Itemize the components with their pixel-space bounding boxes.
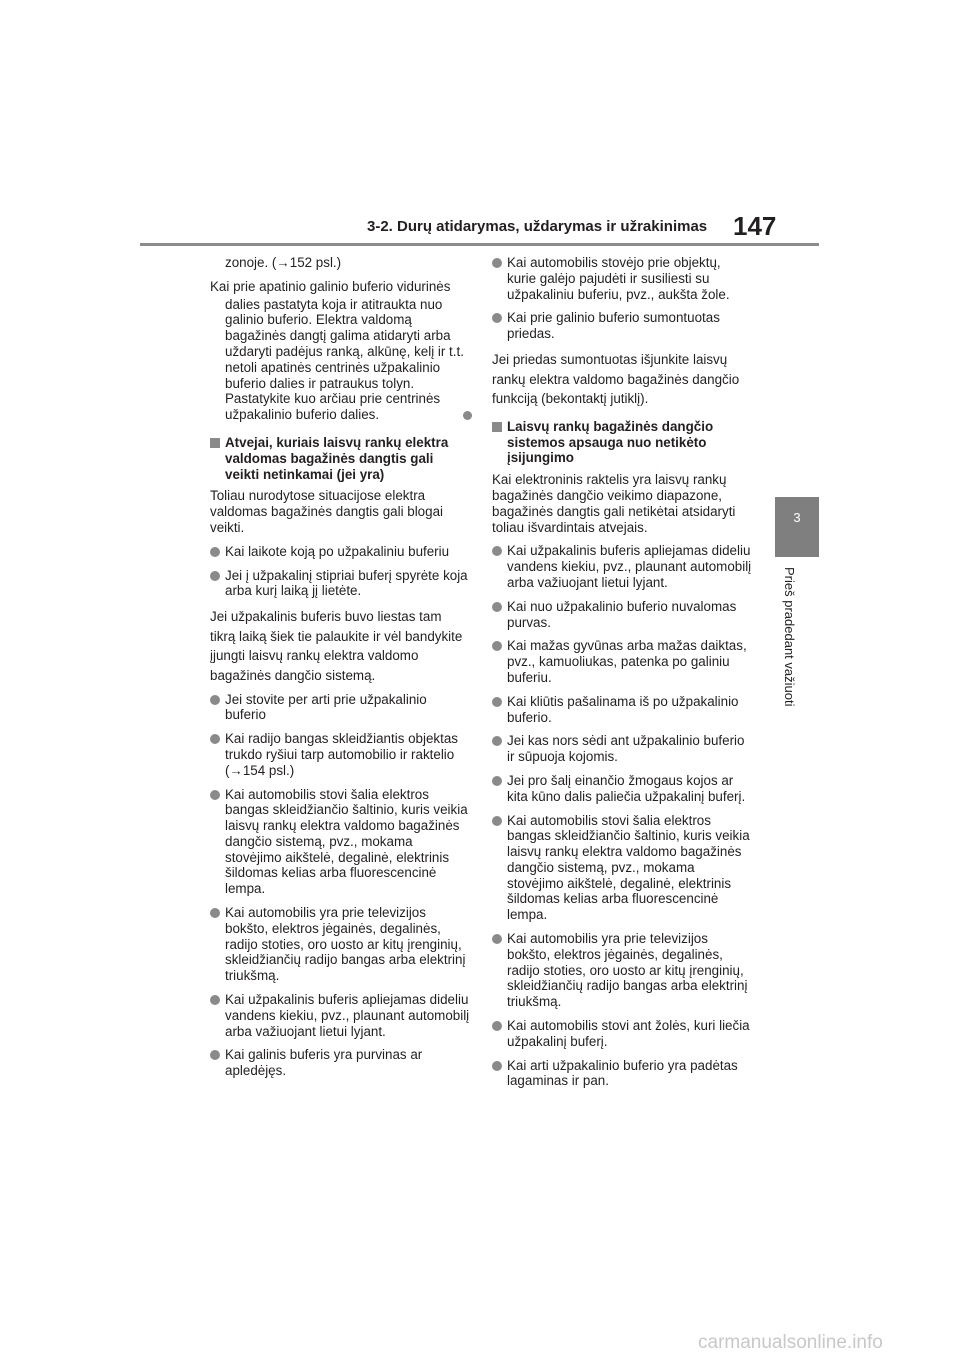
list-item-text: Kai mažas gyvūnas arba mažas daiktas, pvz., kamuoliukas, patenka po galiniu buferiu.	[507, 638, 747, 685]
watermark: carmanualsonline.info	[698, 1332, 883, 1353]
list-item-text: Jei kas nors sėdi ant užpakalinio buferio ir sūpuoja kojomis.	[507, 733, 745, 765]
list-item	[492, 255, 752, 302]
list-item	[492, 1058, 752, 1090]
list-item	[492, 599, 752, 631]
bullet-icon	[492, 546, 502, 556]
bullet-icon	[492, 816, 502, 826]
right-column	[492, 255, 752, 1097]
list-item-text: Kai automobilis stovi šalia elektros bangas skleidžiančio šaltinio, kuris veikia laisvų rankų elektra valdomo bagažinės dangčio sistemą, pvz., mokama stovėjimo aikštelė, degalinė, elektrinis šildomas kelias arba fluorescencinė lempa.	[225, 786, 468, 897]
square-bullet-icon	[492, 422, 502, 432]
list-item	[492, 638, 752, 685]
bullet-icon	[210, 1050, 220, 1060]
bullet-icon	[492, 1061, 502, 1071]
section-heading	[492, 419, 752, 466]
paragraph-lead: Kai prie apatinio galinio buferio vidurinės	[210, 278, 451, 294]
heading-text: Atvejai, kuriais laisvų rankų elektra valdomas bagažinės dangtis gali veikti netinkamai (jei yra)	[225, 434, 449, 482]
bullet-icon	[210, 734, 220, 744]
page-number: 147	[733, 211, 777, 241]
bullet-icon	[210, 547, 220, 557]
bullet-icon	[492, 641, 502, 651]
list-item-text: Jei į užpakalinį stipriai buferį spyrėte koja arba kurį laiką jį lietėte.	[225, 567, 468, 599]
paragraph-text: dalies pastatyta koja ir atitraukta nuo galinio buferio. Elektra valdomą bagažinės dangtį galima atidaryti arba uždaryti padėjus ranką, alkūnę, kelį ir t.t. netoli apatinės centrinės užpakalinio buferio dalies ir patraukus tolyn. Pastatykite kuo arčiau prie centrinės užpakalinio buferio dalies.	[225, 296, 464, 423]
bullet-icon	[210, 908, 220, 918]
bullet-icon	[492, 1021, 502, 1031]
paragraph: Toliau nurodytose situacijose elektra valdomas bagažinės dangtis gali blogai veikti.	[210, 488, 444, 535]
list-item	[492, 773, 752, 805]
bullet-icon	[492, 602, 502, 612]
bullet-icon	[210, 790, 220, 800]
section-heading	[210, 435, 470, 482]
list-item	[492, 813, 752, 924]
list-item-text: Kai užpakalinis buferis apliejamas dideliu vandens kiekiu, pvz., plaunant automobilį arba važiuojant lietui lyjant.	[225, 992, 470, 1039]
list-item-text: Kai automobilis stovėjo prie objektų, kurie galėjo pajudėti ir susiliesti su užpakaliniu buferiu, pvz., aukšta žole.	[507, 255, 730, 302]
list-item-text: Kai laikote koją po užpakaliniu buferiu	[225, 543, 450, 559]
list-item-text: Jei stovite per arti prie užpakalinio buferio	[225, 691, 427, 723]
list-item-text: Kai užpakalinis buferis apliejamas dideliu vandens kiekiu, pvz., plaunant automobilį arba važiuojant lietui lyjant.	[507, 543, 752, 590]
heading-text: Laisvų rankų bagažinės dangčio sistemos apsauga nuo netikėto įsijungimo	[507, 418, 714, 466]
list-item	[210, 1047, 470, 1079]
list-item-text: Kai arti užpakalinio buferio yra padėtas lagaminas ir pan.	[507, 1057, 738, 1089]
paragraph: zonoje. (→152 psl.)	[225, 255, 342, 270]
list-item	[210, 905, 470, 984]
chapter-tab[interactable]	[775, 497, 819, 557]
left-column	[210, 255, 470, 1087]
paragraph: Jei priedas sumontuotas išjunkite laisvų rankų elektra valdomo bagažinės dangčio funkciją (bekontaktį jutiklį).	[492, 351, 740, 407]
bullet-icon	[492, 258, 502, 268]
list-item	[210, 692, 470, 724]
list-item	[492, 1018, 752, 1050]
list-item-text: Kai automobilis yra prie televizijos bokšto, elektros jėgainės, degalinės, radijo stoties, oro uosto ar kitų įrenginių, skleidžiančių radijo bangas arba elektrinį triukšmą.	[507, 931, 748, 1010]
square-bullet-icon	[210, 438, 220, 448]
list-item	[210, 568, 470, 600]
paragraph: Kai elektroninis raktelis yra laisvų rankų bagažinės dangčio veikimo diapazone, bagažinės dangtis gali netikėtai atsidaryti toliau išvardintais atvejais.	[492, 472, 736, 535]
list-item-text: Kai galinis buferis yra purvinas ar apledėjęs.	[225, 1047, 423, 1079]
list-item-text: Kai prie galinio buferio sumontuotas priedas.	[507, 310, 720, 342]
list-item	[492, 310, 752, 342]
list-item	[210, 992, 470, 1039]
list-item	[210, 544, 470, 560]
end-mark-icon	[463, 411, 472, 420]
list-item-text: Kai kliūtis pašalinama iš po užpakalinio buferio.	[507, 693, 739, 725]
bullet-icon	[492, 313, 502, 323]
bullet-icon	[492, 934, 502, 944]
chapter-label	[782, 567, 815, 737]
bullet-icon	[492, 736, 502, 746]
bullet-icon	[210, 695, 220, 705]
paragraph: Jei užpakalinis buferis buvo liestas tam tikrą laiką šiek tie palaukite ir vėl bandykite įjungti laisvų rankų elektra valdomo bagažinės dangčio sistemą.	[210, 609, 463, 683]
list-item	[210, 731, 470, 778]
paragraph	[210, 297, 470, 423]
bullet-icon	[210, 995, 220, 1005]
chapter-label-text: Prieš pradedant važiuoti	[782, 567, 797, 707]
bullet-icon	[492, 776, 502, 786]
header-rule	[140, 243, 819, 246]
list-item-text: Kai automobilis stovi ant žolės, kuri liečia užpakalinį buferį.	[507, 1018, 750, 1049]
bullet-icon	[492, 697, 502, 707]
paragraph	[210, 279, 470, 295]
list-item	[492, 694, 752, 726]
list-item	[492, 733, 752, 765]
chapter-number: 3	[793, 510, 801, 525]
list-item-text: Kai automobilis stovi šalia elektros bangas skleidžiančio šaltinio, kuris veikia laisvų rankų elektra valdomo bagažinės dangčio sistemą, pvz., mokama stovėjimo aikštelė, degalinė, elektrinis šildomas kelias arba fluorescencinė lempa.	[507, 812, 750, 923]
list-item-text: Kai radijo bangas skleidžiantis objektas trukdo ryšiui tarp automobilio ir raktelio (→154 psl.)	[225, 731, 458, 778]
list-item-text: Kai nuo užpakalinio buferio nuvalomas purvas.	[507, 598, 737, 630]
bullet-icon	[210, 571, 220, 581]
list-item	[492, 931, 752, 1010]
section-title: 3-2. Durų atidarymas, uždarymas ir užrakinimas	[367, 218, 708, 235]
list-item	[492, 543, 752, 590]
list-item-text: Kai automobilis yra prie televizijos bokšto, elektros jėgainės, degalinės, radijo stoties, oro uosto ar kitų įrenginių, skleidžiančių radijo bangas arba elektrinį triukšmą.	[225, 905, 466, 984]
list-item-text: Jei pro šalį einančio žmogaus kojos ar kita kūno dalis paliečia užpakalinį buferį.	[507, 772, 746, 804]
list-item	[210, 787, 470, 898]
